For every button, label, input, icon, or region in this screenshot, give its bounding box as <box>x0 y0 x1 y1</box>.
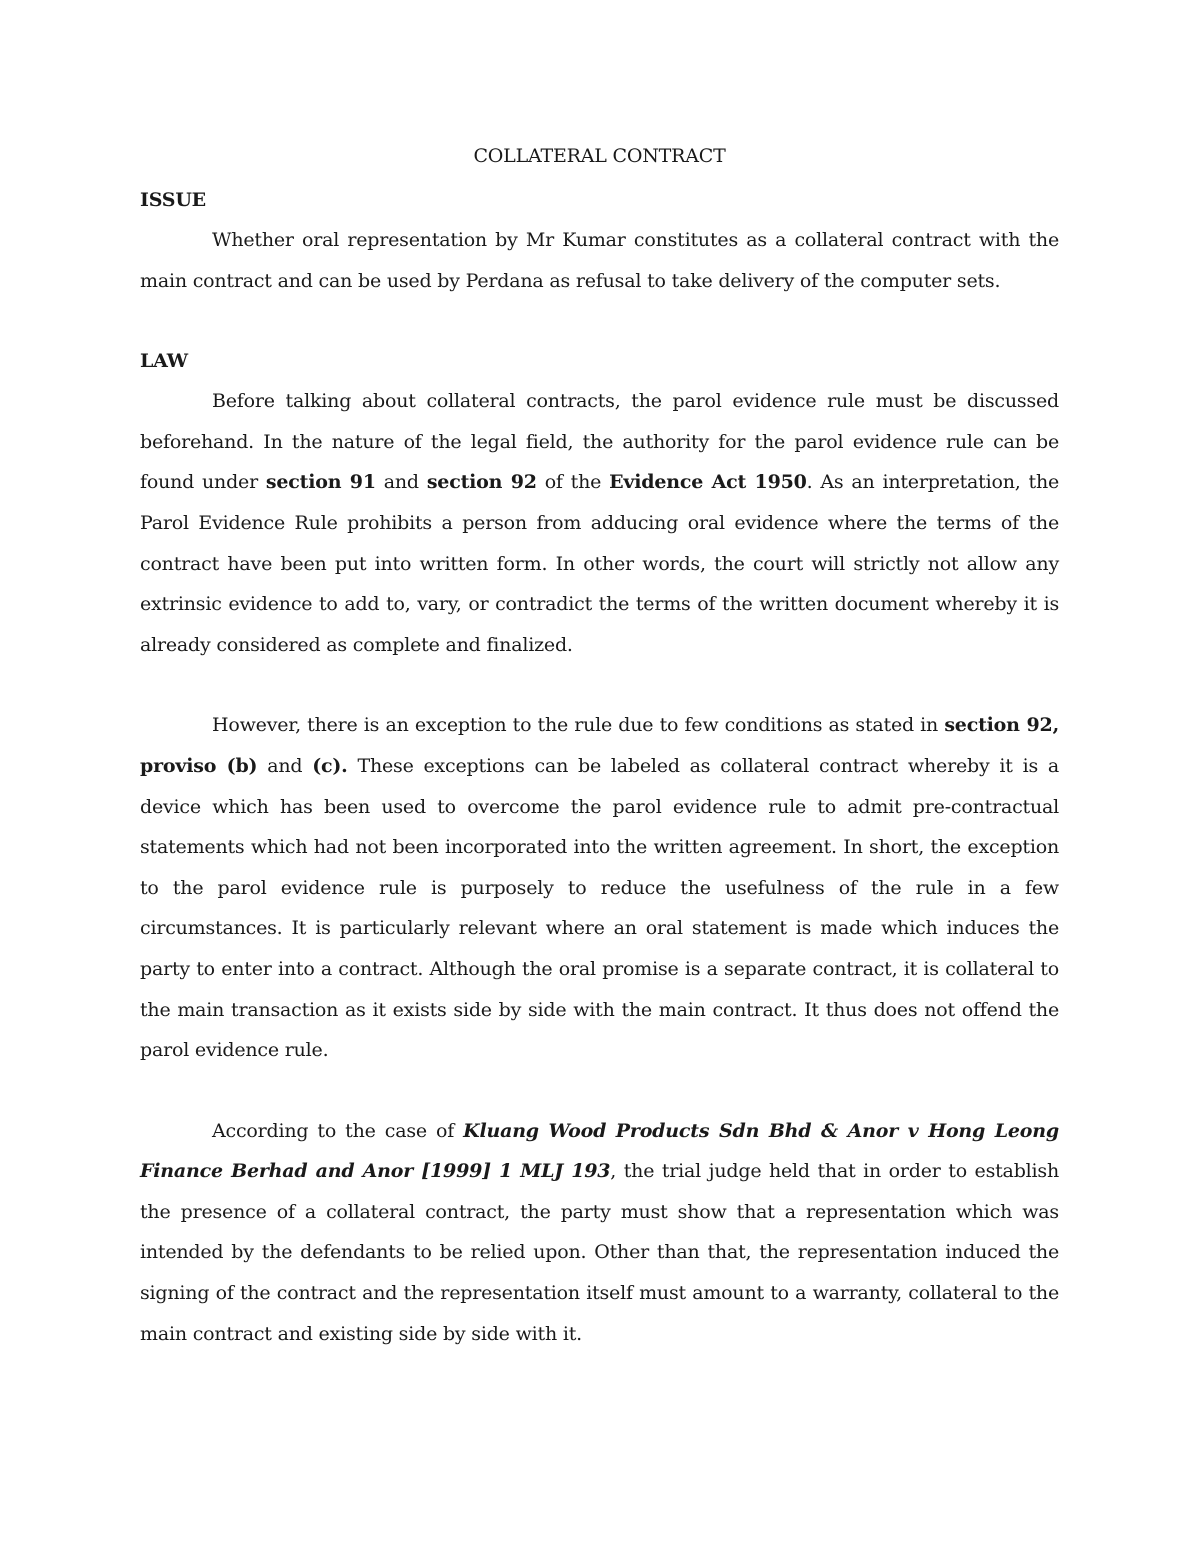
law-p3-text-a: According to the case of <box>212 1119 464 1142</box>
law-heading: LAW <box>140 350 188 373</box>
issue-heading: ISSUE <box>140 189 206 211</box>
law-p1-text-a: Before talking about collateral contracts, the parol evidence rule must be discussed beforehand. In the nature of the legal field, the authority for the parol evidence rule can be found under <box>140 390 1059 494</box>
proviso-c-ref: (c). <box>312 754 348 777</box>
section-92-ref: section 92 <box>426 471 537 494</box>
spacer <box>140 665 1059 705</box>
proviso-b-ref: section 92, proviso (b) <box>140 714 1059 777</box>
law-p2-text-c: and <box>257 754 313 777</box>
law-paragraph-3 <box>140 1111 1059 1355</box>
law-p1-text-e: . As an interpretation, the Parol Evidence Rule prohibits a person from adducing oral evidence where the terms of the contract have been put into written form. In other words, the court will strictly not allow any extrinsic evidence to add to, vary, or contradict the terms of the written document whereby it is already considered as complete and finalized. <box>140 471 1060 656</box>
evidence-act-ref: Evidence Act 1950 <box>609 471 807 494</box>
law-p2-text-d: These exceptions can be labeled as collateral contract whereby it is a device which has been used to overcome the parol evidence rule to admit pre-contractual statements which had not been incorporated into the written agreement. In short, the exception to the parol evidence rule is purposely to reduce the usefulness of the rule in a few circumstances. It is particularly relevant where an oral statement is made which induces the party to enter into a contract. Although the oral promise is a separate contract, it is collateral to the main transaction as it exists side by side with the main contract. It thus does not offend the parol evidence rule. <box>140 754 1059 1062</box>
section-91-ref: section 91 <box>265 471 376 494</box>
law-paragraph-1 <box>140 381 1059 665</box>
issue-paragraph: Whether oral representation by Mr Kumar constitutes as a collateral contract with the main contract and can be used by Perdana as refusal to take delivery of the computer sets. <box>140 229 1059 292</box>
document-title: COLLATERAL CONTRACT <box>473 145 726 167</box>
law-paragraph-2 <box>140 705 1059 1070</box>
law-p2-text-a: However, there is an exception to the rule due to few conditions as stated in <box>212 714 945 737</box>
law-p1-text-c: and <box>375 471 427 494</box>
spacer <box>140 301 1059 341</box>
spacer <box>140 1071 1059 1111</box>
document-page <box>140 140 1059 1354</box>
case-citation: Kluang Wood Products Sdn Bhd & Anor v Hong Leong Finance Berhad and Anor [1999] 1 MLJ 193 <box>140 1119 1059 1183</box>
law-p1-text-d: of the <box>536 471 610 494</box>
law-p3-text-b: , the trial judge held that in order to establish the presence of a collateral contract, the party must show that a representation which was intended by the defendants to be relied upon. Other than that, the representation induced the signing of the contract and the representation itself must amount to a warranty, collateral to the main contract and existing side by side with it. <box>140 1160 1059 1345</box>
